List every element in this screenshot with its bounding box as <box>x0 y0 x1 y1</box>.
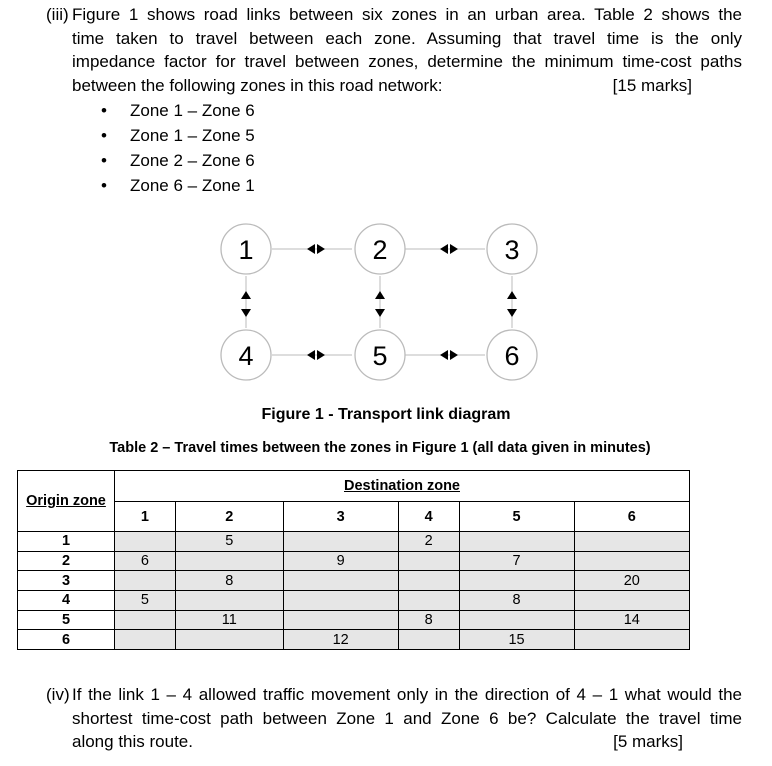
link-arrow-3-6 <box>507 291 517 299</box>
zone-node-label: 1 <box>238 235 254 265</box>
time-cell <box>398 630 459 650</box>
origin-cell: 1 <box>18 532 115 552</box>
origin-cell: 3 <box>18 571 115 591</box>
time-cell: 7 <box>459 551 574 571</box>
table-row <box>18 571 690 591</box>
marks-label: [5 marks] <box>613 732 683 751</box>
table-caption: Table 2 – Travel times between the zones in Figure 1 (all data given in minutes) <box>109 440 651 456</box>
zone-node-label: 5 <box>372 341 388 371</box>
link-arrow-1-4 <box>241 309 251 317</box>
time-cell <box>115 630 176 650</box>
time-cell: 9 <box>283 551 398 571</box>
figure-caption: Figure 1 - Transport link diagram <box>261 406 511 423</box>
travel-time-table <box>17 470 690 650</box>
time-cell: 20 <box>574 571 689 591</box>
time-cell <box>459 610 574 630</box>
list-item: • Zone 1 – Zone 5 <box>101 123 255 148</box>
link-arrow-2-5 <box>375 291 385 299</box>
time-cell <box>115 532 176 552</box>
time-cell <box>398 591 459 611</box>
origin-cell: 2 <box>18 551 115 571</box>
question-line-text: between the following zones in this road network: <box>72 75 443 95</box>
link-arrow-1-2 <box>307 244 315 254</box>
link-arrow-3-6 <box>507 309 517 317</box>
destination-header-cell: 1 <box>115 502 176 532</box>
time-cell <box>574 551 689 571</box>
time-cell <box>175 591 283 611</box>
time-cell: 5 <box>115 591 176 611</box>
list-item: • Zone 2 – Zone 6 <box>101 148 255 173</box>
question-text <box>72 683 742 754</box>
link-arrow-5-6 <box>440 350 448 360</box>
question-line <box>72 730 742 754</box>
destination-header-cell: 2 <box>175 502 283 532</box>
time-cell <box>398 551 459 571</box>
table-row <box>18 591 690 611</box>
time-cell <box>459 571 574 591</box>
time-cell: 14 <box>574 610 689 630</box>
question-line-text: along this route. <box>72 732 193 751</box>
destination-header-cell: 5 <box>459 502 574 532</box>
zone-node-label: 6 <box>504 341 520 371</box>
marks-label: [15 marks] <box>612 75 692 95</box>
origin-cell: 5 <box>18 610 115 630</box>
question-line: Figure 1 shows road links between six zones in an urban area. Table 2 shows the <box>72 5 742 24</box>
link-arrow-2-5 <box>375 309 385 317</box>
question-line: impedance factor for travel between zones, determine the minimum time-cost paths <box>72 52 742 71</box>
time-cell: 5 <box>175 532 283 552</box>
list-item: • Zone 6 – Zone 1 <box>101 173 255 198</box>
link-arrow-2-3 <box>440 244 448 254</box>
question-number: (iii) <box>46 5 69 24</box>
question-number: (iv) <box>46 685 70 704</box>
time-cell: 8 <box>398 610 459 630</box>
time-cell: 8 <box>459 591 574 611</box>
list-item: • Zone 1 – Zone 6 <box>101 98 255 123</box>
time-cell <box>115 610 176 630</box>
time-cell <box>175 551 283 571</box>
time-cell <box>574 630 689 650</box>
origin-cell: 4 <box>18 591 115 611</box>
destination-header-cell: 3 <box>283 502 398 532</box>
table-row <box>18 532 690 552</box>
table-row <box>18 630 690 650</box>
time-cell: 8 <box>175 571 283 591</box>
time-cell <box>574 532 689 552</box>
origin-cell: 6 <box>18 630 115 650</box>
destination-header-cell: 4 <box>398 502 459 532</box>
link-arrow-4-5 <box>317 350 325 360</box>
zone-node-label: 2 <box>372 235 388 265</box>
time-cell <box>175 630 283 650</box>
time-cell: 12 <box>283 630 398 650</box>
destination-header-cell: 6 <box>574 502 689 532</box>
time-cell: 11 <box>175 610 283 630</box>
destination-zone-header: Destination zone <box>115 471 690 502</box>
table-row <box>18 551 690 571</box>
link-arrow-1-2 <box>317 244 325 254</box>
zone-node-label: 4 <box>238 341 254 371</box>
question-line: shortest time-cost path between Zone 1 and Zone 6 be? Calculate the travel time <box>72 708 742 728</box>
time-cell: 15 <box>459 630 574 650</box>
time-cell <box>459 532 574 552</box>
table-row <box>18 610 690 630</box>
origin-zone-header: Origin zone <box>18 471 115 532</box>
question-line: If the link 1 – 4 allowed traffic movement only in the direction of 4 – 1 what would the <box>72 685 742 704</box>
link-arrow-5-6 <box>450 350 458 360</box>
time-cell: 2 <box>398 532 459 552</box>
time-cell <box>398 571 459 591</box>
time-cell <box>574 591 689 611</box>
time-cell <box>283 571 398 591</box>
time-cell <box>283 591 398 611</box>
time-cell <box>115 571 176 591</box>
link-arrow-1-4 <box>241 291 251 299</box>
time-cell <box>283 532 398 552</box>
time-cell: 6 <box>115 551 176 571</box>
zone-node-label: 3 <box>504 235 520 265</box>
time-cell <box>283 610 398 630</box>
link-arrow-4-5 <box>307 350 315 360</box>
question-line: time taken to travel between each zone. Assuming that travel time is the only <box>72 28 742 48</box>
link-arrow-2-3 <box>450 244 458 254</box>
